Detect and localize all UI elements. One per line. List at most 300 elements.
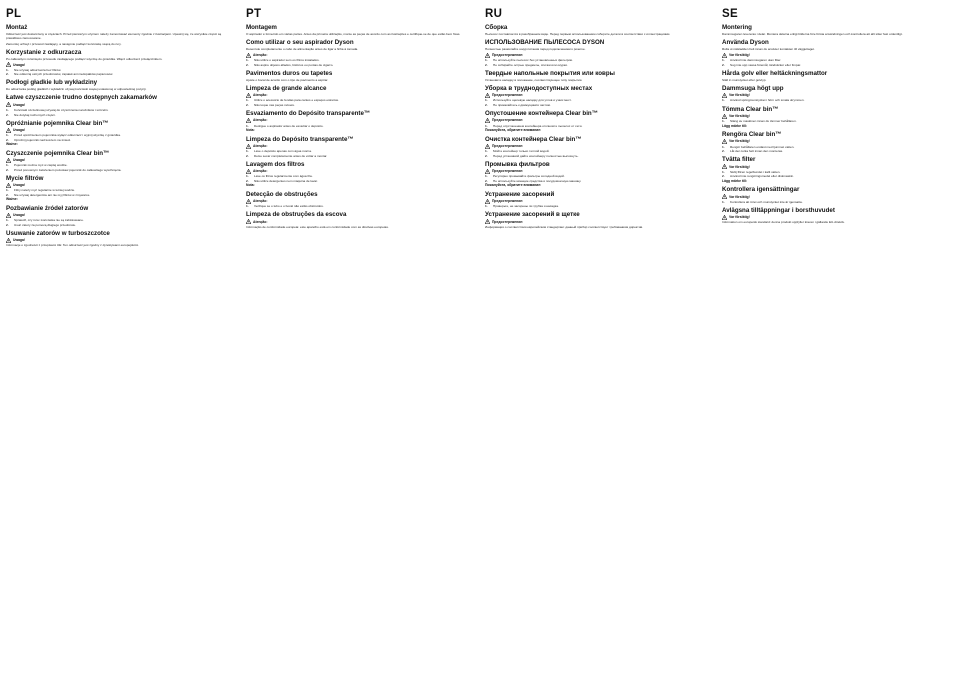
list-item-text: Не используйте пылесос без установленных фильтров.: [493, 58, 573, 63]
list-item-number: 2.: [722, 149, 725, 154]
warning-triangle-icon: [485, 144, 490, 149]
list-item-number: 2.: [6, 112, 9, 117]
section: [722, 70, 940, 82]
list-item-number: 1.: [485, 98, 488, 103]
section-heading: Опустошение контейнера Clear bin™: [485, 110, 598, 118]
warning-label: Предостережение:: [492, 118, 524, 123]
section-heading: Очистка контейнера Clear bin™: [485, 135, 582, 143]
language-code: PL: [6, 8, 22, 20]
section: [6, 94, 224, 116]
section-heading: Korzystanie z odkurzacza: [6, 48, 82, 56]
list-item: [6, 138, 224, 142]
list-item-text: Utilize o acessório de fendas para cantos e espaços estreitos.: [254, 98, 339, 103]
warning-triangle-icon: [722, 93, 727, 98]
note-label: Пожалуйста, обратите внимание:: [485, 183, 542, 188]
warning-callout: [485, 144, 703, 149]
warning-callout: [485, 118, 703, 123]
list-item: [485, 204, 703, 208]
warning-label: Var försiktig!: [729, 164, 750, 169]
list-item-text: Nie używaj detergentów ani nie myj filtrów w zmywarce.: [14, 192, 91, 197]
paragraph: Odkurzacz jest dostarczany w częściach. Przed pierwszym użyciem należy zamontować elementy zgodnie z ilustracjami. Upewnij się, że wszystkie części są prawidłowo zamocowane.: [6, 32, 222, 41]
list-item-number: 2.: [722, 174, 725, 179]
section-heading: Kontrollera igensättningar: [722, 186, 800, 194]
warning-label: Atenção:: [253, 52, 268, 57]
list-item-number: 1.: [6, 133, 9, 138]
section: [485, 110, 703, 132]
warning-callout: [722, 53, 940, 58]
language-column-ru: [485, 8, 703, 668]
section: [722, 131, 940, 153]
warning-callout: [722, 93, 940, 98]
warning-callout: [6, 128, 224, 133]
list-item-number: 1.: [246, 123, 249, 128]
list-item: [246, 174, 464, 178]
section: [485, 136, 703, 158]
section-heading: Limpeza de obstruções da escova: [246, 211, 347, 219]
list-item-text: Låt den torka helt innan den monteras.: [730, 149, 783, 154]
section-heading: Opróżnianie pojemnika Clear bin™: [6, 119, 109, 127]
section-heading: Łatwe czyszczenie trudno dostępnych zakamarków: [6, 94, 157, 102]
warning-callout: [246, 118, 464, 123]
section: [246, 39, 464, 67]
section: [6, 49, 224, 77]
list-item: [485, 58, 703, 62]
list-item: [246, 154, 464, 158]
list-item-number: 1.: [246, 149, 249, 154]
section: [485, 24, 703, 36]
warning-label: Var försiktig!: [729, 52, 750, 57]
list-item: [6, 72, 224, 76]
warning-callout: [485, 219, 703, 224]
list-item: [6, 193, 224, 197]
list-item-text: Filtry należy myć regularnie w letniej wodzie.: [14, 188, 76, 193]
warning-label: Atenção:: [253, 169, 268, 174]
warning-callout: [6, 183, 224, 188]
list-item-text: Sug inte upp vassa föremål, tändstickor eller fimpar.: [730, 62, 802, 67]
language-code: PT: [246, 8, 262, 20]
section: [722, 186, 940, 204]
list-item-number: 1.: [722, 169, 725, 174]
warning-triangle-icon: [246, 144, 251, 149]
warning-triangle-icon: [485, 169, 490, 174]
warning-callout: [722, 194, 940, 199]
paragraph: Информация о соответствии европейским стандартам: данный прибор соответствует требованиям директив.: [485, 224, 643, 229]
list-item: [246, 149, 464, 153]
warning-triangle-icon: [246, 169, 251, 174]
section-heading: Detecção de obstruções: [246, 190, 318, 198]
section-heading: Уборка в труднодоступных местах: [485, 84, 593, 92]
note-label: Lägg märke till:: [722, 123, 748, 128]
section-heading: Dammsuga högt upp: [722, 84, 784, 92]
section: [246, 161, 464, 188]
warning-triangle-icon: [485, 219, 490, 224]
section-heading: Podłogi gładkie lub wykładziny: [6, 79, 98, 87]
list-item: [722, 98, 940, 102]
list-item-text: Använd springmunstycket i hörn och smala utrymmen.: [730, 98, 805, 103]
list-item-text: Não utilize o aspirador sem os filtros instalados.: [254, 58, 320, 63]
section-heading: Pavimentos duros ou tapetes: [246, 69, 333, 77]
list-item-text: Skölj filtren regelbundet i kallt vatten.: [730, 169, 781, 174]
list-item-text: Não toque nas peças móveis.: [254, 102, 295, 107]
warning-callout: [485, 93, 703, 98]
list-item-number: 1.: [485, 149, 488, 154]
paragraph: Ajuste o bocal de acordo com o tipo de pavimento a aspirar.: [246, 77, 329, 82]
list-item-text: Nie dotykaj ruchomych części.: [14, 112, 56, 117]
warning-callout: [246, 219, 464, 224]
list-item-number: 1.: [722, 144, 725, 149]
warning-label: Uwaga!: [13, 157, 26, 162]
list-item-text: Перед опустошением контейнера отключите пылесос от сети.: [493, 123, 583, 128]
paragraph: Informação de conformidade europeia: este aparelho está em conformidade com as diretivas europeias.: [246, 224, 389, 229]
warning-label: Предостережение:: [492, 93, 524, 98]
list-item-text: Pojemnik można myć w ciepłej wodzie.: [14, 163, 68, 168]
section-heading: Esvaziamento do Depósito transparente™: [246, 110, 371, 118]
section-heading: Сборка: [485, 24, 508, 31]
list-item: [246, 179, 464, 183]
section-heading: Mycie filtrów: [6, 174, 44, 182]
section: [6, 79, 224, 91]
list-item-number: 1.: [722, 119, 725, 124]
warning-label: Uwaga!: [13, 183, 26, 188]
list-item-number: 1.: [722, 199, 725, 204]
language-column-se: [722, 8, 940, 668]
note-label: Nota:: [246, 128, 255, 133]
list-item-number: 2.: [246, 178, 249, 183]
list-item-text: Usuń zatory za pomocą długiego przedmiotu.: [14, 222, 77, 227]
section: [6, 175, 224, 202]
warning-label: Предостережение:: [492, 52, 524, 57]
warning-label: Предостережение:: [492, 199, 524, 204]
list-item-number: 1.: [6, 218, 9, 223]
warning-callout: [6, 102, 224, 107]
list-item: [246, 124, 464, 128]
list-item-text: Kontrollera att röret och munstycket inte är igensatta.: [730, 199, 803, 204]
section-heading: Avlägsna tilltäppningar i borsthuvudet: [722, 206, 835, 214]
paragraph: Пылесос поставляется в разобранном виде. Перед первым использованием соберите детали в соответствии с иллюстрациями.: [485, 32, 671, 36]
list-item-number: 1.: [485, 204, 488, 209]
paragraph: Полностью размотайте шнур питания перед подключением к розетке.: [485, 47, 586, 52]
section-heading: Limpeza do Depósito transparente™: [246, 135, 354, 143]
warning-label: Предостережение:: [492, 143, 524, 148]
section: [246, 110, 464, 132]
list-item: [246, 98, 464, 102]
list-item-number: 1.: [722, 98, 725, 103]
warning-label: Atenção:: [253, 219, 268, 224]
list-item: [485, 124, 703, 128]
section: [722, 39, 940, 67]
section-heading: Устранение засорений: [485, 190, 555, 198]
list-item: [485, 63, 703, 67]
warning-label: Uwaga!: [13, 127, 26, 132]
section: [6, 24, 224, 46]
warning-triangle-icon: [246, 199, 251, 204]
warning-triangle-icon: [722, 194, 727, 199]
warning-label: Предостережение:: [492, 169, 524, 174]
list-item: [6, 218, 224, 222]
section: [722, 106, 940, 128]
language-code: RU: [485, 8, 503, 20]
list-item: [246, 204, 464, 208]
section: [6, 150, 224, 172]
list-item: [6, 188, 224, 192]
list-item-number: 1.: [485, 58, 488, 63]
section-heading: Tömma Clear bin™: [722, 105, 779, 113]
section-heading: Твердые напольные покрытия или ковры: [485, 69, 615, 77]
list-item-text: Sprawdź, czy rura i końcówka nie są zablokowane.: [14, 218, 84, 223]
list-item-text: Не прикасайтесь к движущимся частям.: [493, 102, 551, 107]
list-item-text: Não aspire objetos afiados, fósforos ou pontas de cigarro.: [254, 62, 334, 67]
section-heading: Czyszczenie pojemnika Clear bin™: [6, 149, 110, 157]
list-item: [485, 149, 703, 153]
list-item-number: 2.: [6, 222, 9, 227]
warning-triangle-icon: [722, 164, 727, 169]
list-item: [6, 113, 224, 117]
list-item-number: 2.: [246, 153, 249, 158]
section-heading: Usuwanie zatorów w turboszczotce: [6, 229, 110, 237]
paragraph: Установите насадку в положение, соответствующее типу покрытия.: [485, 77, 583, 82]
list-item-text: Desligue o aspirador antes de esvaziar o depósito.: [254, 123, 324, 128]
list-item: [6, 68, 224, 72]
list-item-number: 2.: [485, 178, 488, 183]
warning-triangle-icon: [485, 118, 490, 123]
warning-callout: [6, 238, 224, 243]
list-item-number: 2.: [6, 137, 9, 142]
section: [485, 211, 703, 229]
list-item-text: Lave o depósito apenas com água morna.: [254, 149, 312, 154]
section: [6, 120, 224, 147]
list-item-text: Lave os filtros regularmente com água fria.: [254, 174, 313, 179]
warning-label: Atenção:: [253, 143, 268, 148]
paragraph: Zamontuj uchwyt i przewód zasilający, a następnie podłącz końcówkę ssącą do rury.: [6, 41, 122, 46]
list-item-number: 2.: [6, 192, 9, 197]
list-item-text: Nie używaj odkurzacza bez filtrów.: [14, 67, 62, 72]
warning-triangle-icon: [485, 93, 490, 98]
list-item-text: Не собирайте острые предметы, спички или окурки.: [493, 62, 568, 67]
section: [485, 85, 703, 107]
section: [722, 85, 940, 103]
note-label: Ważne:: [6, 142, 18, 147]
list-item: [722, 200, 940, 204]
section-heading: Como utilizar o seu aspirador Dyson: [246, 39, 354, 47]
section: [722, 207, 940, 225]
warning-triangle-icon: [246, 53, 251, 58]
list-item-number: 1.: [6, 108, 9, 113]
warning-triangle-icon: [6, 62, 11, 67]
paragraph: Dammsugaren levereras i delar. Montera delarna enligt bilderna före första användningen och kontrollera att allt sitter fast ordentligt.: [722, 32, 903, 36]
list-item: [6, 168, 224, 172]
section-heading: Rengöra Clear bin™: [722, 131, 782, 139]
note-label: Lägg märke till:: [722, 178, 748, 183]
section-heading: Промывка фильтров: [485, 160, 550, 168]
section-heading: Hårda golv eller heltäckningsmattor: [722, 69, 828, 77]
warning-callout: [6, 213, 224, 218]
section: [246, 85, 464, 107]
list-item: [485, 103, 703, 107]
warning-label: Atenção:: [253, 199, 268, 204]
warning-callout: [722, 114, 940, 119]
list-item-text: Använd inte rengöringsmedel eller diskmaskin.: [730, 174, 794, 179]
list-item-text: Используйте щелевую насадку для углов и узких мест.: [493, 98, 572, 103]
section-heading: Устранение засорений в щетке: [485, 211, 580, 219]
warning-label: Uwaga!: [13, 238, 26, 243]
warning-triangle-icon: [6, 128, 11, 133]
section-heading: Lavagem dos filtros: [246, 160, 305, 168]
list-item-number: 2.: [485, 62, 488, 67]
list-item: [722, 145, 940, 149]
list-item: [722, 63, 940, 67]
warning-label: Var försiktig!: [729, 194, 750, 199]
warning-callout: [246, 93, 464, 98]
list-item: [246, 58, 464, 62]
note-label: Ważne:: [6, 197, 18, 202]
language-column-pt: [246, 8, 464, 668]
section: [485, 191, 703, 209]
list-item-text: Końcówki szczelinowej używaj do czyszczenia narożników i szczelin.: [14, 108, 109, 113]
section: [485, 70, 703, 82]
warning-label: Atenção:: [253, 93, 268, 98]
section: [6, 205, 224, 227]
section: [246, 70, 464, 82]
list-item-text: Nie odkurzaj ostrych przedmiotów, zapałek ani niedopałków papierosów.: [14, 72, 114, 77]
paragraph: Desenrole completamente o cabo de alimentação antes de ligar a ficha à tomada.: [246, 47, 359, 52]
section-heading: Montering: [722, 24, 752, 31]
list-item-text: Stäng av maskinen innan du tömmer behållaren.: [730, 119, 797, 124]
warning-triangle-icon: [485, 53, 490, 58]
warning-triangle-icon: [485, 199, 490, 204]
warning-triangle-icon: [722, 215, 727, 220]
list-item: [722, 149, 940, 153]
warning-triangle-icon: [246, 219, 251, 224]
paragraph: Po całkowitym rozwinięciu przewodu zasilającego podłącz wtyczkę do gniazdka. Włącz odkurzacz przełącznikiem.: [6, 56, 163, 61]
warning-label: Var försiktig!: [729, 113, 750, 118]
note-label: Nota:: [246, 183, 255, 188]
section: [246, 191, 464, 209]
language-column-pl: [6, 8, 224, 668]
section: [6, 230, 224, 248]
list-item: [6, 133, 224, 137]
paragraph: Information om europeisk standard: denna produkt uppfyller kraven i gällande EU-direktiv.: [722, 220, 845, 225]
list-item: [6, 108, 224, 112]
warning-callout: [722, 164, 940, 169]
paragraph: Ställ in munstycket efter golvtyp.: [722, 77, 767, 82]
list-item-number: 1.: [246, 204, 249, 209]
warning-label: Uwaga!: [13, 62, 26, 67]
section-heading: Tvätta filter: [722, 156, 756, 164]
list-item-number: 1.: [246, 174, 249, 179]
list-item-number: 2.: [246, 102, 249, 107]
list-item-number: 2.: [485, 153, 488, 158]
list-item-number: 2.: [722, 62, 725, 67]
section-heading: Använda Dyson: [722, 39, 769, 47]
warning-triangle-icon: [6, 213, 11, 218]
list-item: [485, 98, 703, 102]
warning-triangle-icon: [722, 53, 727, 58]
section: [722, 24, 940, 36]
list-item: [722, 170, 940, 174]
list-item-number: 1.: [246, 58, 249, 63]
warning-label: Var försiktig!: [729, 93, 750, 98]
section: [246, 136, 464, 158]
section-heading: Montagem: [246, 24, 277, 31]
section-heading: Pozbawianie źródeł zatorów: [6, 204, 89, 212]
list-item-number: 1.: [246, 98, 249, 103]
note-label: Пожалуйста, обратите внимание:: [485, 128, 542, 133]
warning-callout: [6, 62, 224, 67]
list-item: [6, 163, 224, 167]
list-item-number: 2.: [6, 167, 9, 172]
language-code: SE: [722, 8, 738, 20]
warning-label: Var försiktig!: [729, 139, 750, 144]
warning-triangle-icon: [722, 114, 727, 119]
list-item-number: 2.: [485, 102, 488, 107]
section-heading: Montaż: [6, 24, 28, 31]
section-heading: ИСПОЛЬЗОВАНИЕ ПЫЛЕСОСА DYSON: [485, 39, 605, 47]
list-item-number: 1.: [722, 58, 725, 63]
section-heading: Limpeza de grande alcance: [246, 84, 327, 92]
warning-triangle-icon: [722, 139, 727, 144]
list-item-number: 1.: [485, 174, 488, 179]
warning-callout: [722, 139, 940, 144]
section: [485, 161, 703, 188]
list-item-text: Använd inte dammsugaren utan filter.: [730, 58, 782, 63]
paragraph: O aspirador é fornecido em várias partes. Antes da primeira utilização, monte as peças de acordo com as ilustrações e certifique-se de que estão bem fixas.: [246, 32, 461, 36]
list-item-number: 2.: [246, 62, 249, 67]
section: [246, 211, 464, 229]
warning-triangle-icon: [6, 102, 11, 107]
list-item-number: 1.: [6, 188, 9, 193]
list-item-text: Verifique se o tubo e o bocal não estão obstruídos.: [254, 204, 324, 209]
list-item: [485, 179, 703, 183]
list-item-text: Регулярно промывайте фильтры холодной водой.: [493, 174, 565, 179]
list-item-text: Deixe secar completamente antes de voltar a montar.: [254, 153, 328, 158]
warning-callout: [246, 199, 464, 204]
paragraph: Informacje o zgodności z przepisami UE: Ten odkurzacz jest zgodny z dyrektywami europejskimi.: [6, 243, 139, 248]
warning-callout: [722, 215, 940, 220]
list-item: [485, 174, 703, 178]
warning-triangle-icon: [246, 118, 251, 123]
warning-triangle-icon: [6, 183, 11, 188]
section: [485, 39, 703, 67]
section: [722, 156, 940, 183]
list-item-text: Перед установкой дайте контейнеру полностью высохнуть.: [493, 153, 579, 158]
list-item-text: Przed opróżnieniem pojemnika wyłącz odkurzacz i wyjmij wtyczkę z gniazdka.: [14, 133, 121, 138]
list-item-number: 2.: [6, 72, 9, 77]
warning-label: Uwaga!: [13, 213, 26, 218]
warning-callout: [485, 169, 703, 174]
warning-triangle-icon: [6, 158, 11, 163]
paragraph: Rulla ut nätsladden helt innan du ansluter kontakten till vägguttaget.: [722, 47, 815, 52]
list-item-text: Мойте контейнер только теплой водой.: [493, 149, 550, 154]
warning-label: Var försiktig!: [729, 215, 750, 220]
warning-callout: [485, 199, 703, 204]
list-item-text: Przed ponownym założeniem pozostaw pojemnik do całkowitego wyschnięcia.: [14, 167, 122, 172]
paragraph: Do odkurzania podłóg gładkich i wykładzin używaj końcówki ssącej ustawionej w odpowiedniej pozycji.: [6, 87, 147, 92]
list-item: [485, 154, 703, 158]
list-item: [246, 63, 464, 67]
warning-callout: [6, 158, 224, 163]
warning-callout: [246, 53, 464, 58]
list-item-number: 1.: [6, 163, 9, 168]
warning-callout: [485, 53, 703, 58]
warning-triangle-icon: [6, 238, 11, 243]
list-item-text: Rengör behållaren endast med ljummet vatten.: [730, 144, 795, 149]
warning-label: Atenção:: [253, 118, 268, 123]
list-item-number: 1.: [6, 67, 9, 72]
list-item-text: Opróżnij pojemnik nad koszem na śmieci.: [14, 137, 72, 142]
list-item: [722, 58, 940, 62]
warning-callout: [246, 169, 464, 174]
list-item-number: 1.: [485, 123, 488, 128]
